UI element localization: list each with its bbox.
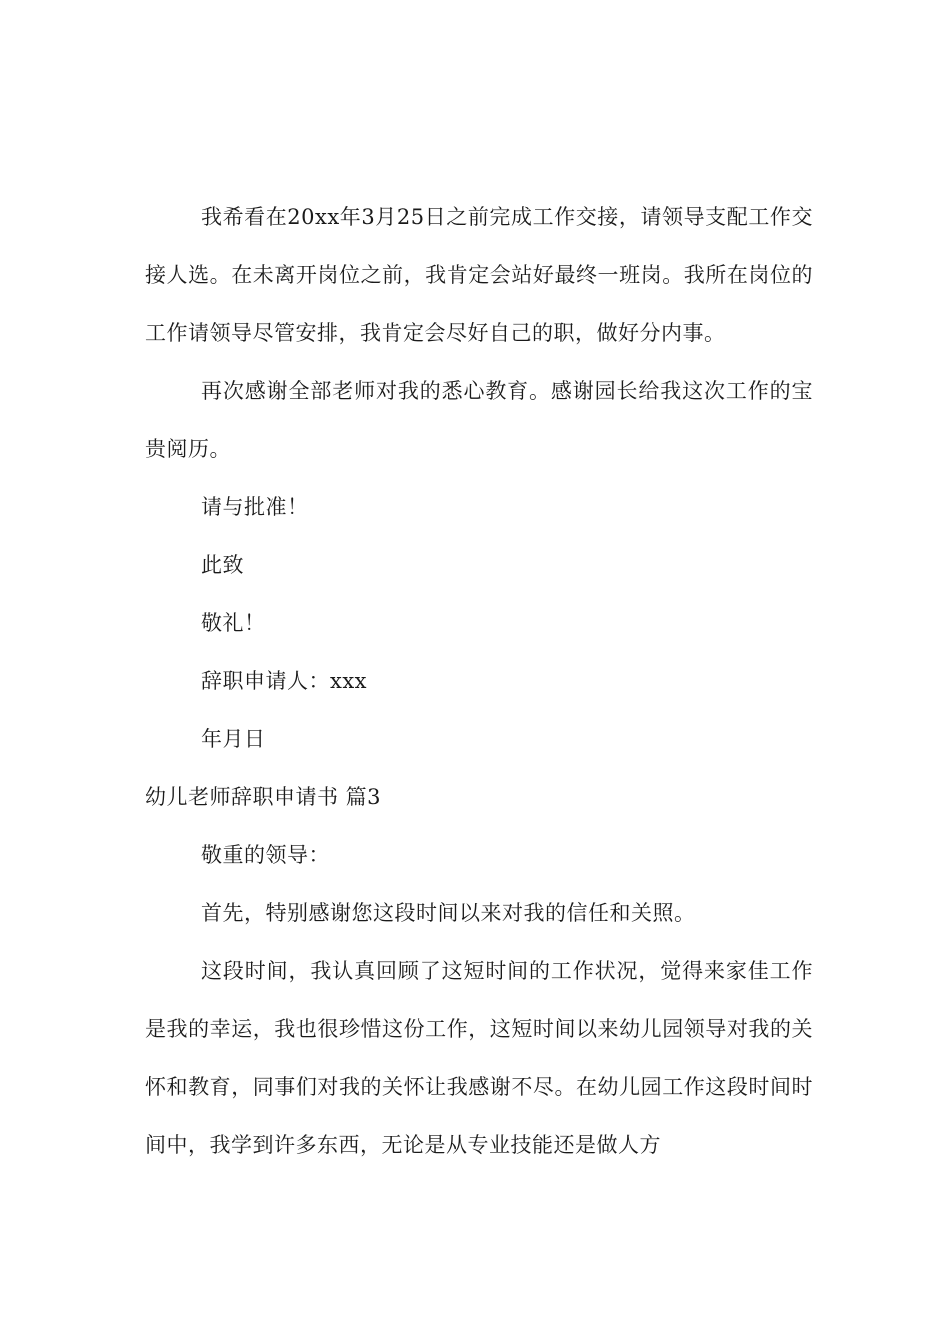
paragraph-applicant: 辞职申请人：xxx	[201, 669, 368, 693]
paragraph-request-approval: 请与批准！	[201, 495, 309, 519]
paragraph-salutation: 此致	[201, 553, 244, 577]
paragraph-reflection: 这段时间，我认真回顾了这短时间的工作状况，觉得来家佳工作是我的幸运，我也很珍惜这份工作，这短时间以来幼儿园领导对我的关怀和教育，同事们对我的关怀让我感谢不尽。在幼儿园工作这段时间时间中，我学到许多东西，无论是从专业技能还是做人方	[145, 959, 813, 1157]
paragraph-thanks: 再次感谢全部老师对我的悉心教育。感谢园长给我这次工作的宝贵阅历。	[145, 379, 813, 461]
paragraph-handover: 我希看在20xx年3月25日之前完成工作交接，请领导支配工作交接人选。在未离开岗位之前，我肯定会站好最终一班岗。我所在岗位的工作请领导尽管安排，我肯定会尽好自己的职，做好分内事。	[145, 205, 813, 345]
document-body	[145, 188, 813, 1174]
paragraph-greeting: 敬重的领导：	[201, 843, 330, 867]
paragraph-regards: 敬礼！	[201, 611, 266, 635]
paragraph-gratitude: 首先，特别感谢您这段时间以来对我的信任和关照。	[201, 901, 696, 925]
paragraph-date: 年月日	[201, 727, 266, 751]
section-title: 幼儿老师辞职申请书 篇3	[145, 785, 382, 809]
